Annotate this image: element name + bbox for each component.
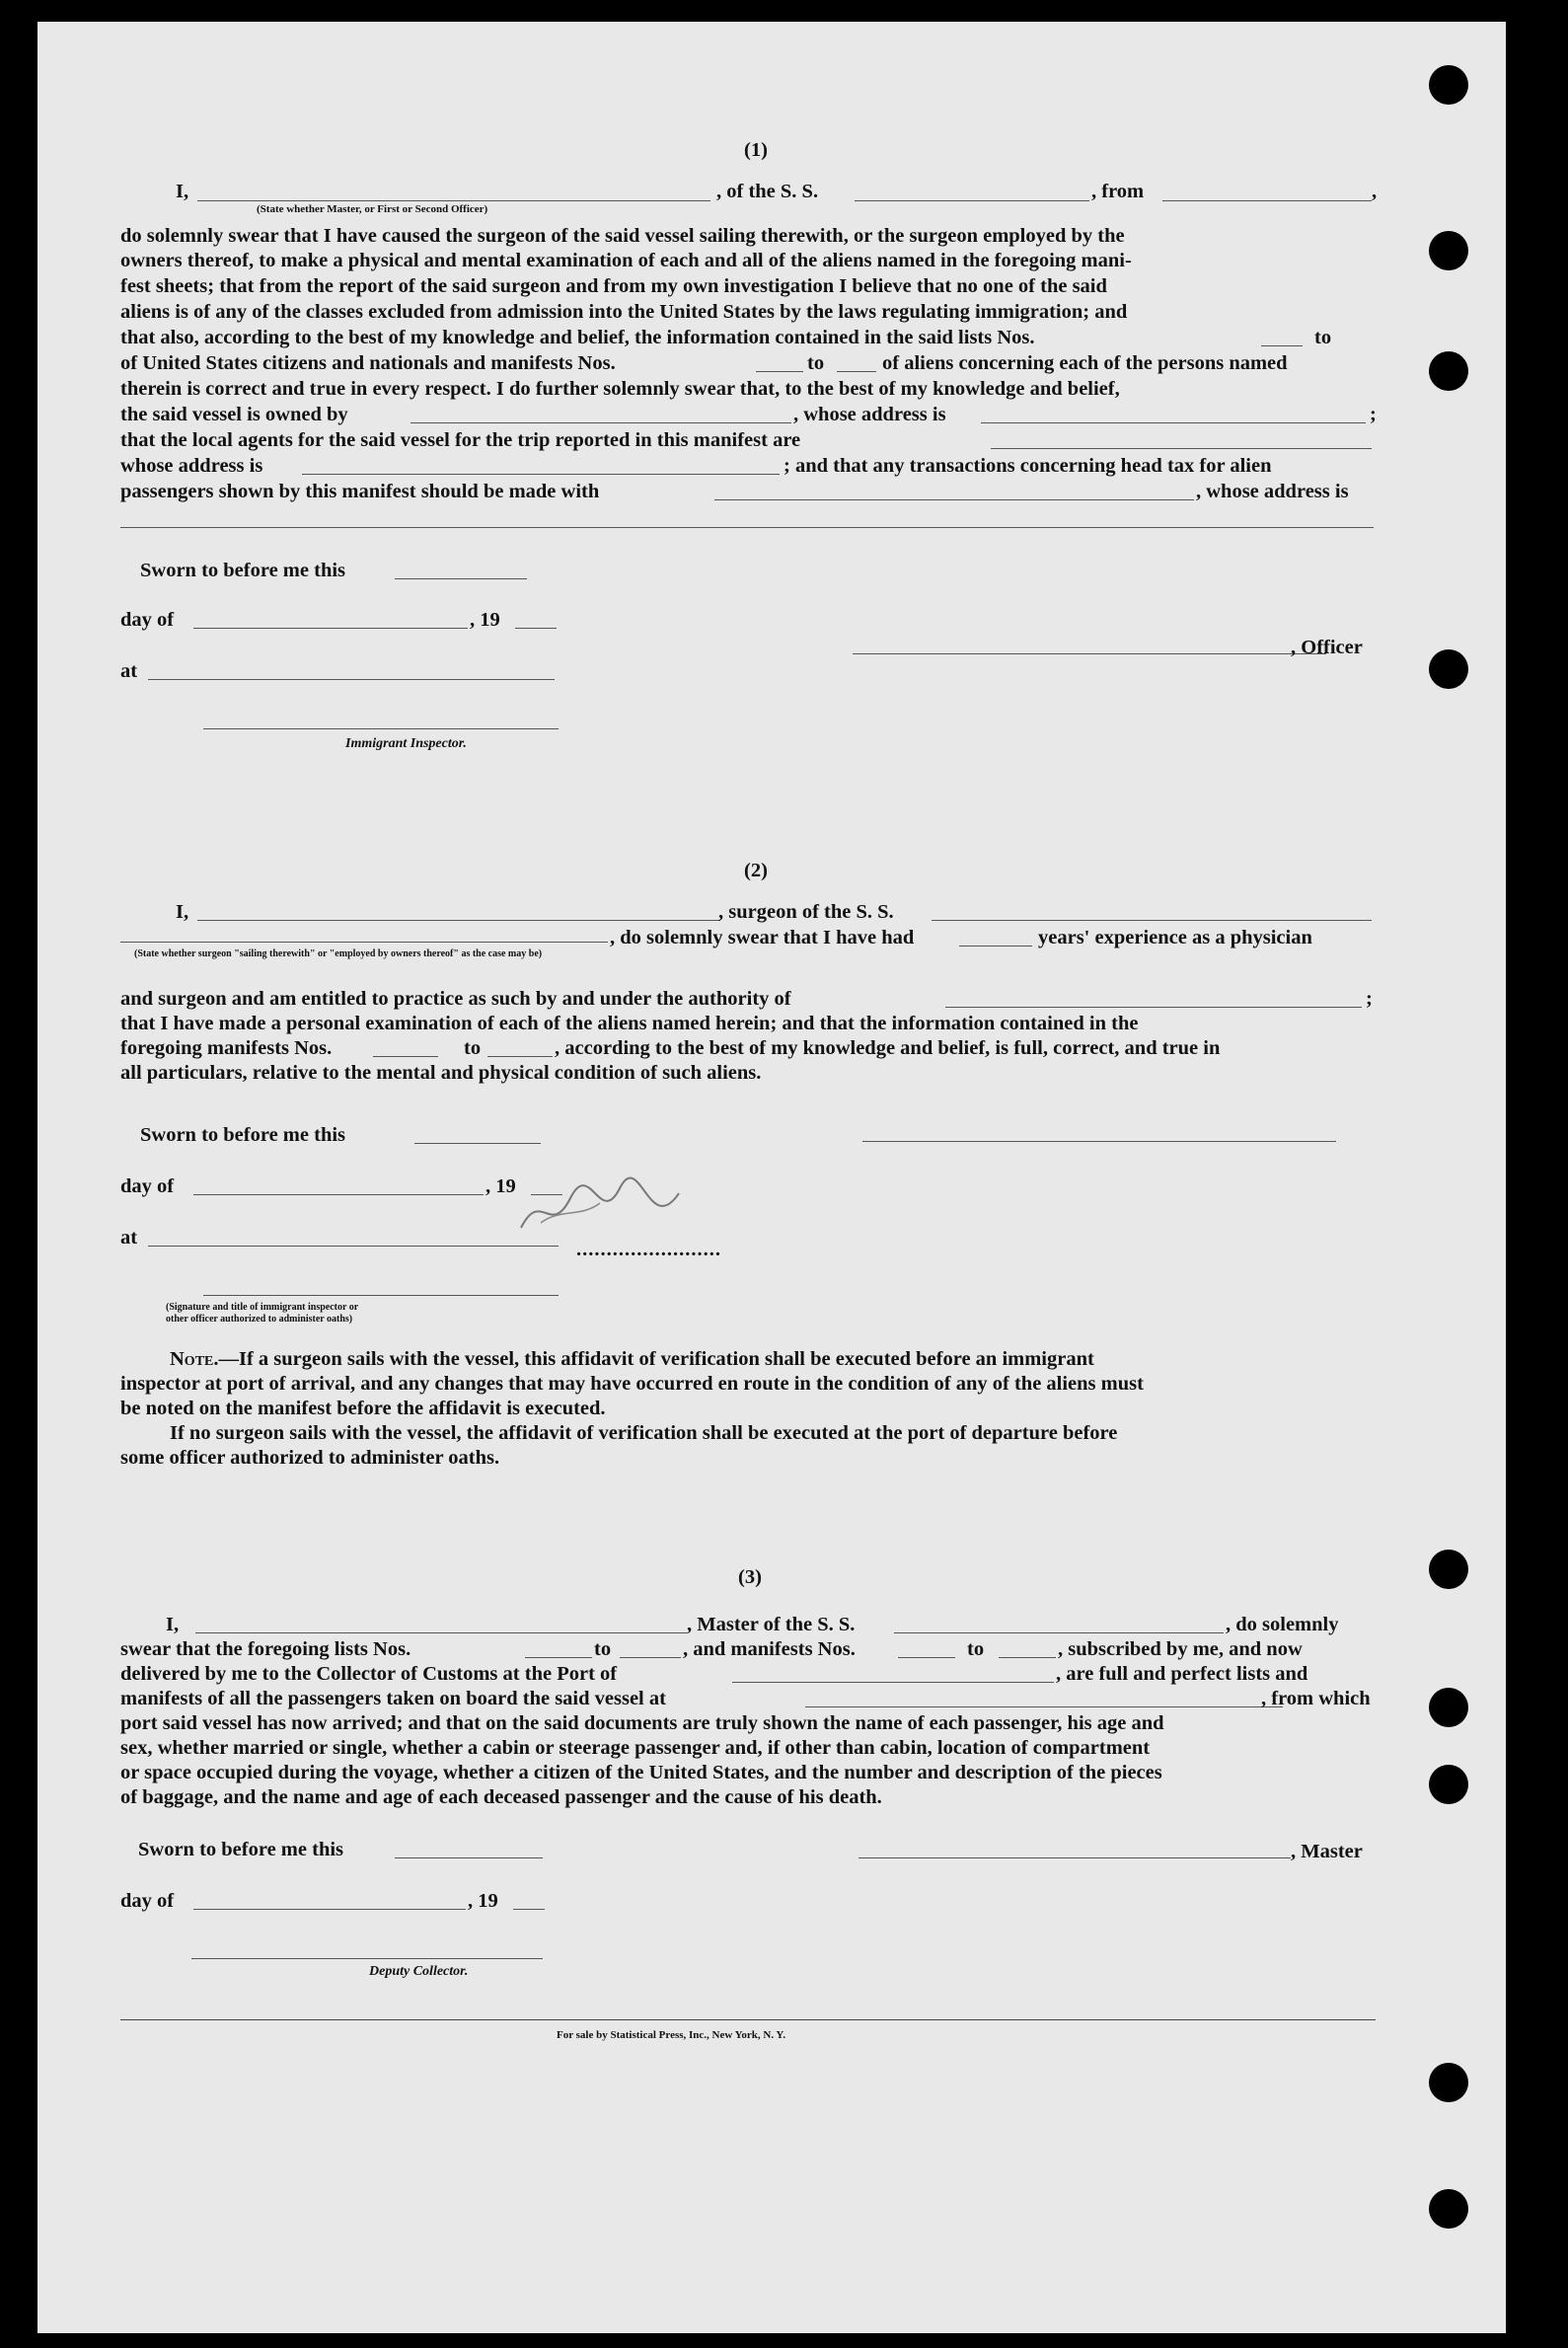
surgeon-name-blank [197,920,720,921]
semicolon: ; [1366,988,1373,1010]
semicolon: ; [1370,404,1377,425]
surgeon-ship-blank [932,920,1372,921]
to-label: to [1314,327,1332,348]
departure-port-blank [805,1706,1283,1707]
head-tax-party-blank [714,499,1194,500]
master-label: , Master [1291,1841,1363,1862]
agent-address-blank [302,474,780,475]
surgeon-i-label: I, [176,901,189,923]
year-label: , 19 [470,609,500,631]
sworn-label: Sworn to before me this [140,1124,346,1146]
manifest-from-blank [373,1056,438,1057]
oath-para-line: aliens is of any of the classes excluded from admission into the United States by the laws regulating immigration; and [120,301,1128,323]
note-line [170,1347,1094,1372]
signature-dots: ........................ [576,1239,721,1260]
officer-signature-blank [853,653,1326,654]
from-which-text: , from which [1261,1688,1371,1709]
note-line: inspector at port of arrival, and any changes that may have occurred en route in the condition of any of the aliens must [120,1373,1144,1395]
month-blank [193,628,468,629]
according-text: , according to the best of my knowledge and belief, is full, correct, and true in [555,1037,1221,1059]
month-blank [193,1909,466,1910]
note-line: some officer authorized to administer oaths. [120,1447,500,1469]
surgeon-type-blank [120,942,608,943]
port-blank [732,1682,1054,1683]
handwritten-signature [511,1169,709,1248]
oath-para-line: fest sheets; that from the report of the said surgeon and from my own investigation I believe that no one of the said [120,275,1107,297]
ship-name-blank [855,200,1089,201]
master-para-line: port said vessel has now arrived; and that on the said documents are truly shown the name of each passenger, his age and [120,1712,1164,1734]
owner-address-blank [981,422,1366,423]
of-aliens-text: of aliens concerning each of the persons named [882,352,1288,374]
sworn-day-blank [395,1857,543,1858]
master-name-blank [195,1632,687,1633]
binder-hole [1429,351,1468,391]
master-para-line: or space occupied during the voyage, whether a citizen of the United States, and the number and description of the pieces [120,1762,1162,1783]
officer-signature-blank [203,1295,559,1296]
sworn-day-blank [414,1143,541,1144]
years-blank [959,946,1032,947]
binder-hole [1429,231,1468,270]
surgeon-para-line: and surgeon and am entitled to practice as such by and under the authority of [120,988,791,1010]
deputy-collector-signature-blank [191,1958,543,1959]
full-perfect-text: , are full and perfect lists and [1056,1663,1308,1685]
owner-blank [411,422,791,423]
officer-label: , Officer [1291,637,1363,658]
do-solemnly-text: , do solemnly [1226,1614,1339,1635]
oath-para-line: passengers shown by this manifest should be made with [120,481,600,502]
binder-hole [1429,2189,1468,2229]
year-label: , 19 [485,1175,516,1197]
sworn-day-blank [395,578,527,579]
master-ship-blank [894,1632,1224,1633]
lists-from-blank [1261,345,1303,346]
surgeon-para-line: foregoing manifests Nos. [120,1037,333,1059]
to-label: to [967,1638,985,1660]
master-para-line: sex, whether married or single, whether a cabin or steerage passenger and, if other than cabin, location of compartment [120,1737,1151,1759]
deputy-collector-caption: Deputy Collector. [369,1964,469,1979]
manifests-to-blank [999,1657,1056,1658]
from-label: , from [1091,181,1145,202]
inspector-signature-blank [203,728,559,729]
section-2-number: (2) [744,860,768,881]
delivered-text: delivered by me to the Collector of Customs at the Port of [120,1663,618,1685]
comma: , [1372,181,1378,202]
master-of-label: , Master of the S. S. [687,1614,856,1635]
master-para-line: of baggage, and the name and age of each deceased passenger and the cause of his death. [120,1786,882,1808]
manifests-to-blank [837,371,876,372]
binder-hole [1429,1688,1468,1727]
form-page [37,22,1506,2333]
officer-name-blank [197,200,710,201]
oath-para-line: of United States citizens and nationals and manifests Nos. [120,352,616,374]
oath-i-label: I, [176,181,189,202]
oath-para-line: therein is correct and true in every respect. I do further solemnly swear that, to the best of my knowledge and belief, [120,378,1120,400]
and-manifests-text: , and manifests Nos. [683,1638,856,1660]
to-label: to [594,1638,612,1660]
head-tax-address-blank [120,527,1374,528]
binder-hole [1429,65,1468,105]
whose-address-label: , whose address is [793,404,946,425]
immigrant-inspector-caption: Immigrant Inspector. [345,736,467,751]
master-i-label: I, [166,1614,180,1635]
oath-para-line: the said vessel is owned by [120,404,348,425]
manifests-from-blank [756,371,803,372]
local-agents-blank [991,448,1372,449]
swear-lists-text: swear that the foregoing lists Nos. [120,1638,411,1660]
oath-para-line: that also, according to the best of my knowledge and belief, the information contained in the said lists Nos. [120,327,1035,348]
sworn-label: Sworn to before me this [140,560,346,581]
head-tax-text: ; and that any transactions concerning head tax for alien [784,455,1272,477]
surgeon-para-line: that I have made a personal examination of each of the aliens named herein; and that the information contained in the [120,1013,1139,1034]
surgeon-para-line: all particulars, relative to the mental and physical condition of such aliens. [120,1062,762,1084]
oath-para-line: do solemnly swear that I have caused the surgeon of the said vessel sailing therewith, or the surgeon employed by the [120,225,1125,247]
footer-rule [120,2019,1376,2020]
lists-from-blank [525,1657,592,1658]
note-line: be noted on the manifest before the affidavit is executed. [120,1398,606,1419]
do-solemnly-text: , do solemnly swear that I have had [610,927,915,948]
master-signature-blank [859,1857,1291,1858]
officer-caption: (State whether Master, or First or Second Officer) [257,203,488,215]
at-label: at [120,660,138,682]
day-of-label: day of [120,609,175,631]
binder-hole [1429,2063,1468,2102]
binder-hole [1429,1765,1468,1804]
surgeon-caption: (State whether surgeon "sailing therewith" or "employed by owners thereof" as the case may be) [134,948,543,959]
surgeon-of-label: , surgeon of the S. S. [718,901,894,923]
day-of-label: day of [120,1890,175,1912]
note-text: —If a surgeon sails with the vessel, this affidavit of verification shall be executed before an immigrant [218,1348,1094,1370]
section-3-number: (3) [738,1566,762,1588]
binder-hole [1429,1550,1468,1589]
month-blank [193,1194,484,1195]
sworn-label: Sworn to before me this [138,1839,344,1860]
year-label: , 19 [468,1890,498,1912]
subscribed-text: , subscribed by me, and now [1058,1638,1303,1660]
lists-to-blank [620,1657,681,1658]
oath-para-line: that the local agents for the said vessel for the trip reported in this manifest are [120,429,801,451]
printer-footer: For sale by Statistical Press, Inc., New York, N. Y. [557,2029,786,2041]
to-label: to [464,1037,482,1059]
of-ship-label: , of the S. S. [716,181,819,202]
at-place-blank [148,679,555,680]
at-place-blank [148,1246,559,1247]
oath-para-line: whose address is [120,455,263,477]
years-experience-text: years' experience as a physician [1038,927,1312,948]
surgeon-signature-blank [862,1141,1336,1142]
day-of-label: day of [120,1175,175,1197]
manifests-all-text: manifests of all the passengers taken on board the said vessel at [120,1688,666,1709]
authority-blank [945,1007,1362,1008]
manifests-from-blank [898,1657,955,1658]
year-blank [513,1909,545,1910]
manifest-to-blank [487,1056,553,1057]
oath-para-line: owners thereof, to make a physical and mental examination of each and all of the aliens named in the foregoing mani- [120,250,1132,271]
signature-caption-line: other officer authorized to administer oaths) [166,1314,353,1325]
year-blank [515,628,557,629]
note-label: Note. [170,1348,219,1370]
from-port-blank [1162,200,1372,201]
at-label: at [120,1227,138,1249]
section-1-number: (1) [744,139,768,161]
signature-caption-line: (Signature and title of immigrant inspector or [166,1302,359,1313]
whose-address-label: , whose address is [1196,481,1349,502]
note-line: If no surgeon sails with the vessel, the affidavit of verification shall be executed at the port of departure before [170,1422,1118,1444]
to-label: to [807,352,825,374]
binder-hole [1429,649,1468,689]
